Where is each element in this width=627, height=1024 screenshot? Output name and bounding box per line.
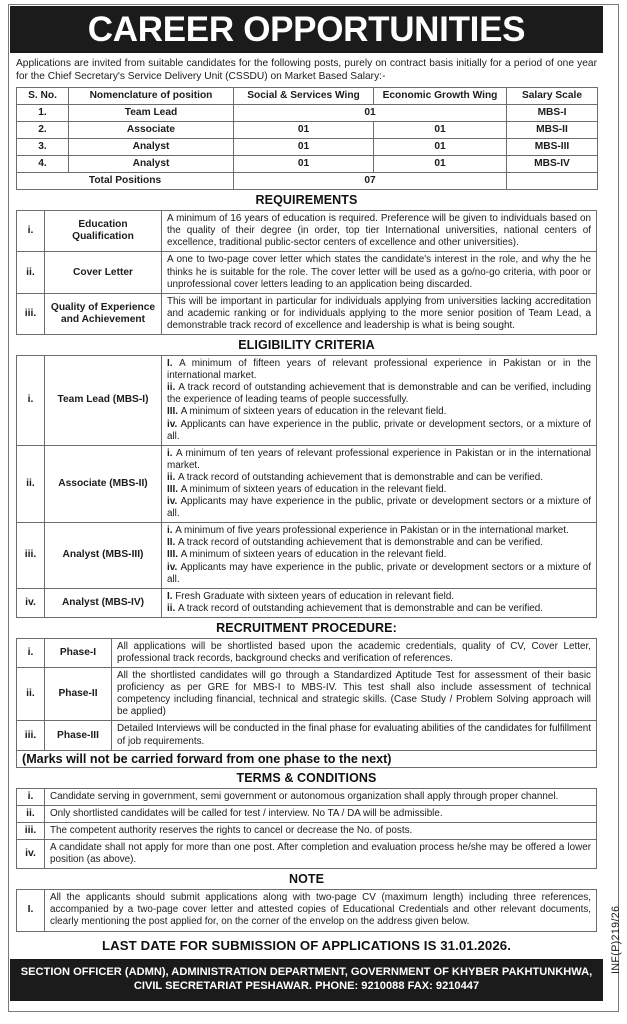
criteria-item: i. A minimum of five years professional experience in Pakistan or in the international market. [167, 525, 569, 537]
cell-criteria-list [162, 445, 597, 523]
criteria-item: III. A minimum of sixteen years of education in the relevant field. [167, 549, 447, 561]
criteria-marker: III. [167, 483, 181, 495]
cell-index: iv. [17, 840, 45, 869]
table-row [17, 211, 597, 252]
criteria-marker: iv. [167, 418, 181, 430]
cell-description: The competent authority reserves the rights to cancel or decrease the No. of posts. [45, 822, 597, 839]
cell-label: Quality of Experience and Achievement [45, 293, 162, 334]
footer-line-1: SECTION OFFICER (ADMN), ADMINISTRATION DEPARTMENT, GOVERNMENT OF KHYBER PAKHTUNKHWA, [20, 965, 593, 978]
cell-index: iii. [17, 721, 45, 750]
cell-label: Analyst (MBS-III) [45, 523, 162, 588]
header-social-services-wing: Social & Services Wing [234, 88, 374, 105]
cell-index: iv. [17, 588, 45, 617]
table-row [17, 156, 598, 173]
criteria-item: ii. A track record of outstanding achievement that is demonstrable and can be verified. [167, 471, 544, 483]
cell-total-label: Total Positions [17, 173, 234, 190]
cell-criteria-list [162, 356, 597, 446]
table-row [17, 252, 597, 293]
inf-reference-code: INF(P)219/26 [610, 905, 622, 975]
cell-position: Associate [69, 122, 234, 139]
criteria-marker: III. [167, 549, 181, 561]
cell-index: ii. [17, 445, 45, 523]
cell-description: Detailed Interviews will be conducted in the final phase for evaluating abilities of the candidates for fulfillment of job requirements. [112, 721, 597, 750]
cell-index: i. [17, 788, 45, 805]
header-sno: S. No. [17, 88, 69, 105]
criteria-item: I. Fresh Graduate with sixteen years of education in relevant field. [167, 590, 455, 602]
criteria-marker: I. [167, 358, 180, 370]
criteria-item: i. A minimum of ten years of relevant professional experience in Pakistan or in the international market. [167, 447, 592, 471]
marks-note: (Marks will not be carried forward from one phase to the next) [17, 750, 597, 767]
cell-description: This will be important in particular for individuals applying from universities lacking accreditation and academic ranking or for individuals applying to the more senior position of Team Lead, a demonstrable track record of excellence and leadership is what is being sought. [162, 293, 597, 334]
criteria-item: I. A minimum of fifteen years of relevant professional experience in Pakistan or in the international market. [167, 358, 591, 382]
cell-label: Education Qualification [45, 211, 162, 252]
table-header-row [17, 88, 598, 105]
cell-sno: 4. [17, 156, 69, 173]
cell-description: A minimum of 16 years of education is required. Preference will be given to individuals based on the quality of their degree (in order, top tier International universities, national centers of excellence, traditional public-sector centers of excellence and other universities). [162, 211, 597, 252]
table-row [17, 638, 597, 667]
cell-index: ii. [17, 668, 45, 721]
cell-index: iii. [17, 523, 45, 588]
table-row [17, 293, 597, 334]
cell-label: Associate (MBS-II) [45, 445, 162, 523]
terms-heading: TERMS & CONDITIONS [236, 770, 377, 785]
table-row [17, 668, 597, 721]
cell-index: i. [17, 638, 45, 667]
table-row [17, 721, 597, 750]
cell-salary: MBS-I [507, 105, 598, 122]
table-row [17, 805, 597, 822]
note-heading: NOTE [288, 872, 325, 887]
cell-total-value: 07 [234, 173, 507, 190]
note-table [16, 889, 597, 931]
footer-line-2: CIVIL SECRETARIAT PESHAWAR. PHONE: 9210088 FAX: 9210447 [133, 980, 480, 993]
criteria-marker: ii. [167, 382, 179, 394]
header-salary-scale: Salary Scale [507, 88, 598, 105]
cell-label: Phase-I [45, 638, 112, 667]
intro-paragraph: Applications are invited from suitable candidates for the following posts, purely on contract basis initially for a period of one year for the Chief Secretary's Service Delivery Unit (CSSDU) on Market Based Salary:- [16, 58, 597, 82]
table-row [17, 122, 598, 139]
criteria-marker: i. [167, 447, 176, 459]
marks-note-row [17, 750, 597, 767]
criteria-item: III. A minimum of sixteen years of education in the relevant field. [167, 406, 447, 418]
cell-label: Phase-II [45, 668, 112, 721]
table-row [17, 356, 597, 446]
table-row [17, 523, 597, 588]
criteria-item: ii. A track record of outstanding achievement that is demonstrable and can be verified, including the experience of leading teams of people successfully. [167, 382, 591, 406]
cell-egw: 01 [374, 139, 507, 156]
criteria-item: iv. Applicants may have experience in the public, private or development sectors or a mixture of all. [167, 561, 591, 585]
cell-description: Candidate serving in government, semi government or autonomous organization shall apply through proper channel. [45, 788, 597, 805]
cell-sno: 3. [17, 139, 69, 156]
cell-salary: MBS-II [507, 122, 598, 139]
cell-description: A one to two-page cover letter which states the candidate's interest in the role, and why the he thinks he is suitable for the role. The cover letter will be used as a go/no-go criteria, with poor or unprofessional cover letters leading to an application being discarded. [162, 252, 597, 293]
table-row [17, 788, 597, 805]
requirements-table [16, 210, 597, 335]
eligibility-table [16, 355, 597, 618]
cell-index: ii. [17, 252, 45, 293]
criteria-marker: II. [167, 537, 178, 549]
cell-criteria-list [162, 523, 597, 588]
recruitment-heading: RECRUITMENT PROCEDURE: [216, 620, 397, 635]
criteria-marker: ii. [167, 471, 178, 483]
table-row [17, 822, 597, 839]
page-content [10, 6, 617, 1001]
table-row [17, 588, 597, 617]
criteria-item: ii. A track record of outstanding achievement that is demonstrable and can be verified. [167, 602, 544, 614]
cell-position: Team Lead [69, 105, 234, 122]
cell-ssw: 01 [234, 139, 374, 156]
table-row [17, 105, 598, 122]
cell-index: ii. [17, 805, 45, 822]
banner [10, 6, 603, 53]
recruitment-table [16, 638, 597, 768]
requirements-heading: REQUIREMENTS [255, 193, 358, 208]
header-economic-growth-wing: Economic Growth Wing [374, 88, 507, 105]
cell-label: Cover Letter [45, 252, 162, 293]
table-row [17, 445, 597, 523]
cell-position: Analyst [69, 139, 234, 156]
cell-label: Analyst (MBS-IV) [45, 588, 162, 617]
cell-sno: 1. [17, 105, 69, 122]
cell-label: Team Lead (MBS-I) [45, 356, 162, 446]
cell-total-salary [507, 173, 598, 190]
footer [10, 959, 603, 1001]
cell-ssw: 01 [234, 156, 374, 173]
criteria-marker: i. [167, 525, 176, 537]
criteria-marker: I. [167, 590, 176, 602]
cell-egw: 01 [374, 156, 507, 173]
cell-index: iii. [17, 822, 45, 839]
table-row [17, 890, 597, 931]
cell-sno: 2. [17, 122, 69, 139]
cell-description: All the shortlisted candidates will go through a Standardized Aptitude Test for assessment of their basic proficiency as per GRE for MBS-I to MBS-IV. This test shall also include assessment of technical competency including financial, technical and strategic skills. (Case Study / Problem Solving approach will be applied) [112, 668, 597, 721]
cell-ssw: 01 [234, 122, 374, 139]
cell-description: All applications will be shortlisted based upon the academic credentials, quality of CV, Cover Letter, professional track records, background checks and verification of references. [112, 638, 597, 667]
eligibility-heading: ELIGIBILITY CRITERIA [238, 338, 375, 353]
cell-positions-merged: 01 [234, 105, 507, 122]
cell-description: All the applicants should submit applications along with two-page CV (maximum length) including three references, accompanied by a two-page cover letter and attested copies of Educational Credentials and other relevant documents, clearly mentioning the post applied for, on the corner of the envelop on the address given below. [45, 890, 597, 931]
cell-label: Phase-III [45, 721, 112, 750]
table-total-row [17, 173, 598, 190]
last-date-text: LAST DATE FOR SUBMISSION OF APPLICATIONS IS 31.01.2026. [101, 937, 511, 953]
cell-index: I. [17, 890, 45, 931]
criteria-marker: iv. [167, 496, 181, 508]
criteria-item: iv. Applicants can have experience in the public, private or development sectors, or a mixture of all. [167, 418, 591, 442]
cell-position: Analyst [69, 156, 234, 173]
table-row [17, 840, 597, 869]
table-row [17, 139, 598, 156]
criteria-marker: III. [167, 406, 181, 418]
header-position: Nomenclature of position [69, 88, 234, 105]
cell-index: i. [17, 356, 45, 446]
cell-salary: MBS-IV [507, 156, 598, 173]
cell-description: Only shortlisted candidates will be called for test / interview. No TA / DA will be admissible. [45, 805, 597, 822]
criteria-item: iv. Applicants may have experience in the public, private or development sectors or a mixture of all. [167, 496, 591, 520]
criteria-item: III. A minimum of sixteen years of education in the relevant field. [167, 483, 447, 495]
cell-salary: MBS-III [507, 139, 598, 156]
criteria-marker: ii. [167, 602, 178, 614]
criteria-marker: iv. [167, 561, 181, 573]
cell-description: A candidate shall not apply for more than one post. After completion and evaluation process he/she may be offered a lower position (as above). [45, 840, 597, 869]
page-title: CAREER OPPORTUNITIES [87, 10, 526, 49]
cell-index: i. [17, 211, 45, 252]
criteria-item: II. A track record of outstanding achievement that is demonstrable and can be verified. [167, 537, 544, 549]
cell-criteria-list [162, 588, 597, 617]
cell-index: iii. [17, 293, 45, 334]
sheet [10, 53, 603, 959]
terms-table [16, 788, 597, 869]
cell-egw: 01 [374, 122, 507, 139]
posts-table [16, 87, 598, 190]
